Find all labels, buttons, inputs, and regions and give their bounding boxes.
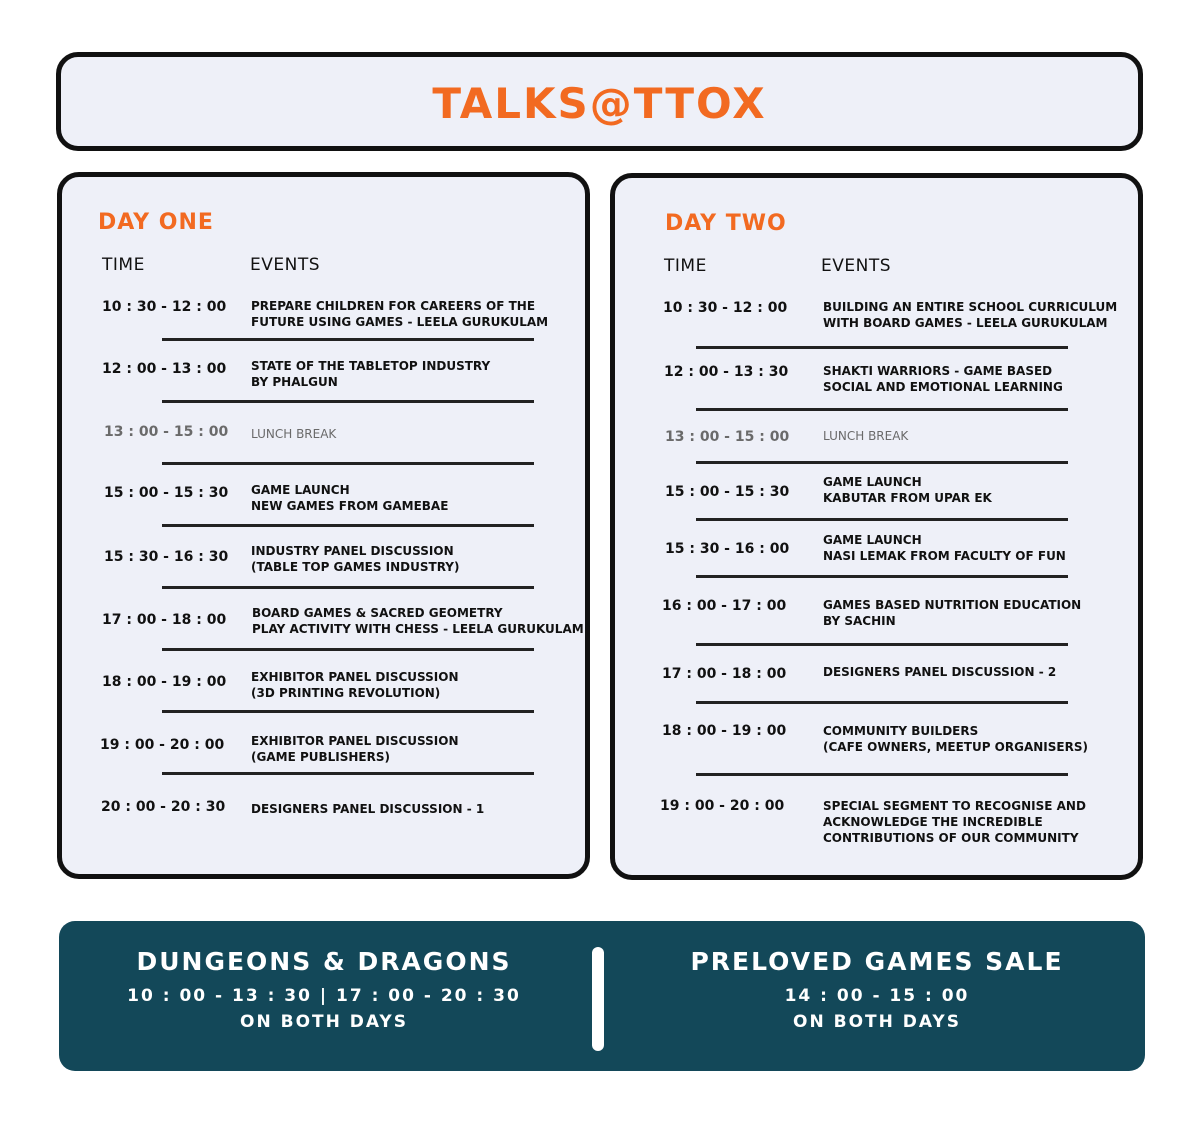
session-time: 19 : 00 - 20 : 00 — [100, 737, 225, 753]
event-line: SPECIAL SEGMENT TO RECOGNISE AND — [823, 799, 1086, 813]
event-line: GAME LAUNCH — [823, 475, 922, 489]
session-event — [823, 299, 1117, 331]
session-time: 10 : 30 - 12 : 00 — [663, 300, 788, 316]
session-event — [251, 358, 490, 390]
event-line: (CAFE OWNERS, MEETUP ORGANISERS) — [823, 740, 1088, 754]
event-line: SHAKTI WARRIORS - GAME BASED — [823, 364, 1053, 378]
session-event — [823, 723, 1088, 755]
event-line: KABUTAR FROM UPAR EK — [823, 491, 992, 505]
event-line: GAME LAUNCH — [251, 483, 350, 497]
session-time: 17 : 00 - 18 : 00 — [102, 612, 227, 628]
event-line: GAME LAUNCH — [823, 533, 922, 547]
session-event — [823, 664, 1056, 680]
row-divider — [696, 346, 1068, 349]
session-time: 15 : 00 - 15 : 30 — [104, 485, 229, 501]
event-line: BOARD GAMES & SACRED GEOMETRY — [252, 606, 503, 620]
row-divider — [696, 518, 1068, 521]
dnd-title: DUNGEONS & DRAGONS — [136, 947, 512, 976]
session-time: 15 : 00 - 15 : 30 — [665, 484, 790, 500]
row-divider — [162, 462, 534, 465]
row-divider — [162, 710, 534, 713]
event-line: CONTRIBUTIONS OF OUR COMMUNITY — [823, 831, 1079, 845]
row-divider — [696, 643, 1068, 646]
session-time: 13 : 00 - 15 : 00 — [104, 424, 229, 440]
dnd-promo — [59, 921, 589, 1032]
session-time: 10 : 30 - 12 : 00 — [102, 299, 227, 315]
session-event — [251, 298, 548, 330]
event-line: BY PHALGUN — [251, 375, 338, 389]
row-divider — [696, 461, 1068, 464]
sale-promo — [612, 921, 1142, 1032]
event-line: EXHIBITOR PANEL DISCUSSION — [251, 670, 459, 684]
session-event — [823, 597, 1081, 629]
session-time: 19 : 00 - 20 : 00 — [660, 798, 785, 814]
row-divider — [162, 772, 534, 775]
event-line: DESIGNERS PANEL DISCUSSION - 1 — [251, 802, 485, 816]
bar-divider — [592, 947, 604, 1051]
session-time: 15 : 30 - 16 : 00 — [665, 541, 790, 557]
session-event — [823, 428, 908, 444]
sale-title: PRELOVED GAMES SALE — [690, 947, 1064, 976]
session-time: 17 : 00 - 18 : 00 — [662, 666, 787, 682]
event-line: PLAY ACTIVITY WITH CHESS - LEELA GURUKULAM — [252, 622, 584, 636]
event-line: LUNCH BREAK — [823, 429, 909, 443]
session-time: 18 : 00 - 19 : 00 — [662, 723, 787, 739]
event-line: GAMES BASED NUTRITION EDUCATION — [823, 598, 1082, 612]
day-two-time-header: TIME — [664, 256, 707, 276]
row-divider — [162, 648, 534, 651]
row-divider — [696, 773, 1068, 776]
event-line: BY SACHIN — [823, 614, 896, 628]
event-line: PREPARE CHILDREN FOR CAREERS OF THE — [251, 299, 536, 313]
sale-times: 14 : 00 - 15 : 00 — [784, 986, 970, 1006]
row-divider — [162, 524, 534, 527]
session-event — [252, 605, 584, 637]
session-time: 20 : 00 - 20 : 30 — [101, 799, 226, 815]
session-event — [823, 532, 1066, 564]
day-one-heading: DAY ONE — [98, 210, 214, 235]
session-event — [823, 363, 1063, 395]
event-line: DESIGNERS PANEL DISCUSSION - 2 — [823, 665, 1057, 679]
event-line: SOCIAL AND EMOTIONAL LEARNING — [823, 380, 1063, 394]
session-event — [251, 733, 459, 765]
page-title: TALKS@TTOX — [432, 79, 767, 128]
dnd-note: ON BOTH DAYS — [240, 1012, 408, 1032]
session-time: 13 : 00 - 15 : 00 — [665, 429, 790, 445]
row-divider — [696, 701, 1068, 704]
session-event — [823, 798, 1086, 846]
event-line: EXHIBITOR PANEL DISCUSSION — [251, 734, 459, 748]
session-time: 12 : 00 - 13 : 00 — [102, 361, 227, 377]
sale-note: ON BOTH DAYS — [793, 1012, 961, 1032]
day-one-events-header: EVENTS — [250, 255, 321, 275]
session-time: 18 : 00 - 19 : 00 — [102, 674, 227, 690]
row-divider — [696, 408, 1068, 411]
row-divider — [696, 575, 1068, 578]
day-two-panel — [610, 173, 1143, 880]
event-line: STATE OF THE TABLETOP INDUSTRY — [251, 359, 491, 373]
day-two-events-header: EVENTS — [821, 256, 892, 276]
session-event — [823, 474, 992, 506]
title-banner — [56, 52, 1143, 151]
row-divider — [162, 586, 534, 589]
row-divider — [162, 400, 534, 403]
day-two-heading: DAY TWO — [665, 211, 787, 236]
dnd-times: 10 : 00 - 13 : 30 | 17 : 00 - 20 : 30 — [127, 986, 521, 1006]
session-event — [251, 482, 448, 514]
event-line: INDUSTRY PANEL DISCUSSION — [251, 544, 454, 558]
event-line: (GAME PUBLISHERS) — [251, 750, 390, 764]
session-event — [251, 426, 336, 442]
session-time: 15 : 30 - 16 : 30 — [104, 549, 229, 565]
event-line: NASI LEMAK FROM FACULTY OF FUN — [823, 549, 1066, 563]
event-line: FUTURE USING GAMES - LEELA GURUKULAM — [251, 315, 549, 329]
event-line: COMMUNITY BUILDERS — [823, 724, 979, 738]
day-one-time-header: TIME — [102, 255, 145, 275]
session-time: 12 : 00 - 13 : 30 — [664, 364, 789, 380]
day-one-panel — [57, 172, 590, 879]
event-line: ACKNOWLEDGE THE INCREDIBLE — [823, 815, 1043, 829]
event-line: NEW GAMES FROM GAMEBAE — [251, 499, 449, 513]
session-time: 16 : 00 - 17 : 00 — [662, 598, 787, 614]
event-line: (3D PRINTING REVOLUTION) — [251, 686, 441, 700]
event-line: (TABLE TOP GAMES INDUSTRY) — [251, 560, 460, 574]
event-line: BUILDING AN ENTIRE SCHOOL CURRICULUM — [823, 300, 1118, 314]
row-divider — [162, 338, 534, 341]
session-event — [251, 801, 484, 817]
session-event — [251, 543, 459, 575]
session-event — [251, 669, 459, 701]
side-events-bar — [59, 921, 1145, 1071]
event-line: WITH BOARD GAMES - LEELA GURUKULAM — [823, 316, 1108, 330]
event-line: LUNCH BREAK — [251, 427, 337, 441]
